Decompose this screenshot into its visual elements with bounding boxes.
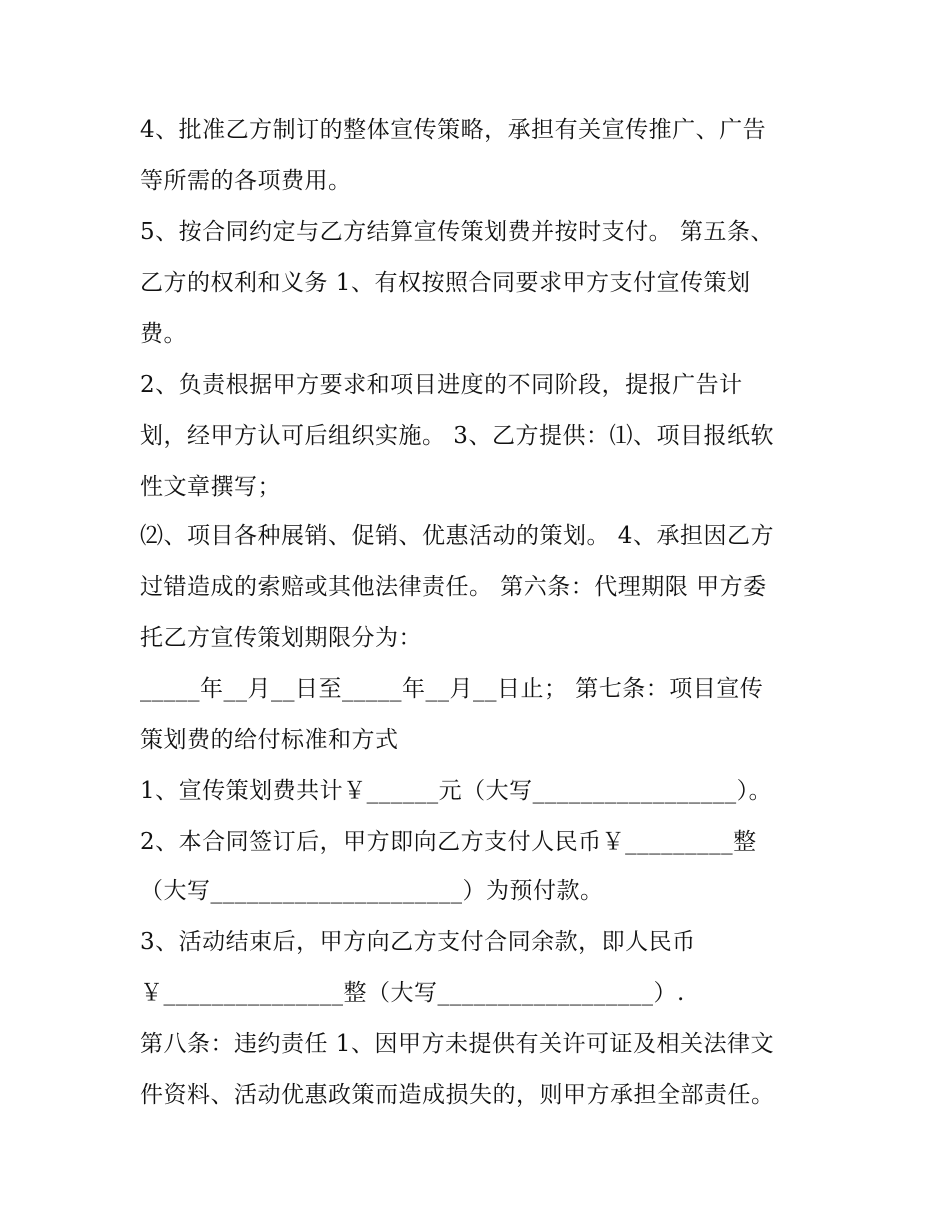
text-line: ⑵、项目各种展销、促销、优惠活动的策划。 4、承担因乙方 bbox=[140, 523, 774, 549]
text-line: 划，经甲方认可后组织实施。 3、乙方提供：⑴、项目报纸软 bbox=[140, 423, 774, 449]
text-line: 托乙方宣传策划期限分为： bbox=[140, 625, 422, 651]
text-line: 性文章撰写； bbox=[140, 474, 281, 500]
text-line: 乙方的权利和义务 1、有权按照合同要求甲方支付宣传策划 bbox=[140, 270, 751, 296]
text-line: 2、本合同签订后，甲方即向乙方支付人民币￥_________整 bbox=[140, 829, 757, 855]
text-line: 3、活动结束后，甲方向乙方支付合同余款，即人民币 bbox=[140, 929, 696, 955]
text-line: 5、按合同约定与乙方结算宣传策划费并按时支付。 第五条、 bbox=[140, 219, 774, 245]
text-line: 策划费的给付标准和方式 bbox=[140, 727, 399, 753]
text-line: 件资料、活动优惠政策而造成损失的，则甲方承担全部责任。 bbox=[140, 1082, 775, 1108]
text-line: 第八条：违约责任 1、因甲方未提供有关许可证及相关法律文 bbox=[140, 1031, 774, 1057]
text-line: 费。 bbox=[140, 321, 187, 347]
text-line: 过错造成的索赔或其他法律责任。 第六条：代理期限 甲方委 bbox=[140, 574, 767, 600]
text-line: 等所需的各项费用。 bbox=[140, 168, 352, 194]
text-line: （大写_____________________）为预付款。 bbox=[140, 878, 604, 904]
text-line: 1、宣传策划费共计￥______元（大写_________________）。 bbox=[140, 778, 773, 804]
text-line: 4、批准乙方制订的整体宣传策略，承担有关宣传推广、广告 bbox=[140, 117, 767, 143]
text-line: ￥_______________整（大写__________________）. bbox=[140, 980, 685, 1006]
text-line: 2、负责根据甲方要求和项目进度的不同阶段，提报广告计 bbox=[140, 372, 743, 398]
text-line: _____年__月__日至_____年__月__日止； 第七条：项目宣传 bbox=[140, 676, 764, 702]
